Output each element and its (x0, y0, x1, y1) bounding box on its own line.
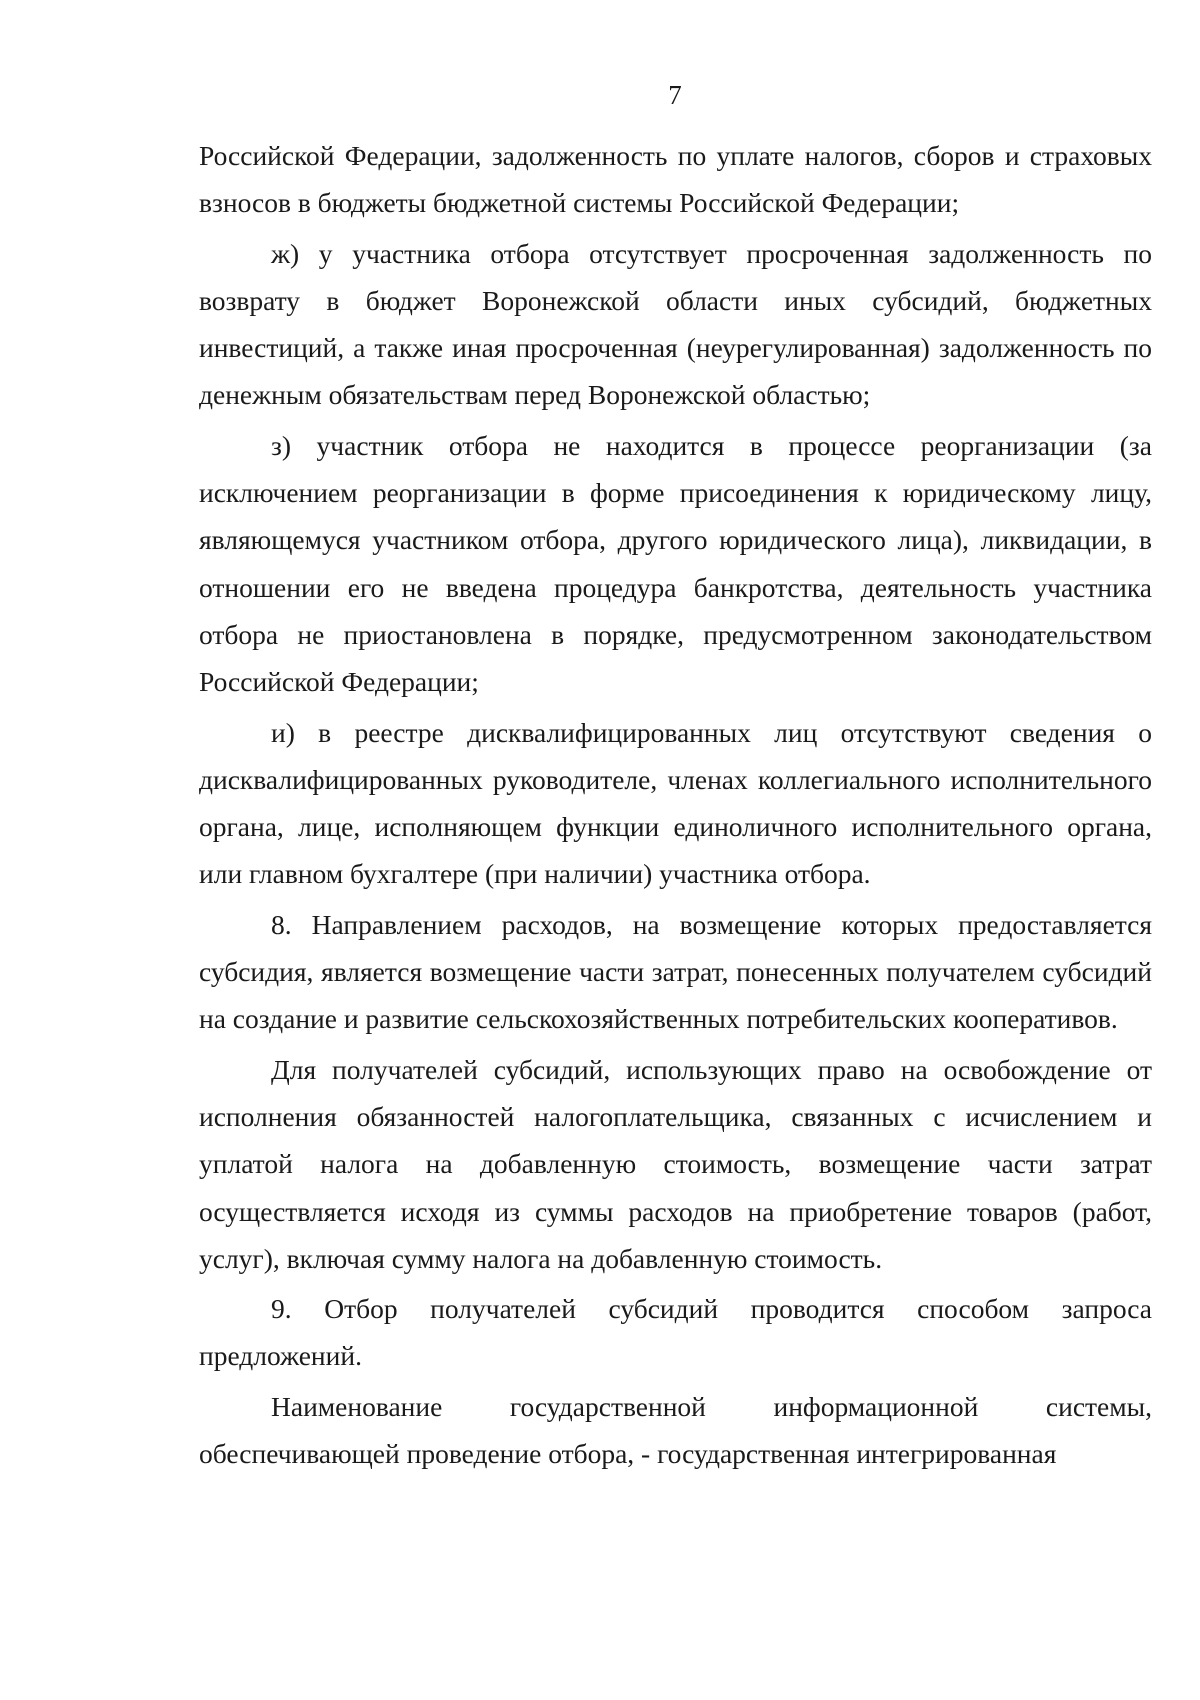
page-number: 7 (668, 80, 682, 110)
paragraph-item-z: з) участник отбора не находится в процессе реорганизации (за исключением реорганизации в форме присоединения к юридическому лицу, являющемуся участником отбора, другого юридического лица), ликвидации, в отношении его не введена процедура банкротства, деятельность участника отбора не приостановлена в порядке, предусмотренном законодательством Российской Федерации; (199, 429, 1152, 698)
paragraph-continuation: Российской Федерации, задолженность по уплате налогов, сборов и страховых взносов в бюджеты бюджетной системы Российской Федерации; (199, 140, 1152, 219)
paragraph-item-zh: ж) у участника отбора отсутствует просроченная задолженность по возврату в бюджет Воронежской области иных субсидий, бюджетных инвестиций, а также иная просроченная (неурегулированная) задолженность по денежным обязательствам перед Воронежской областью; (199, 237, 1152, 411)
paragraph-info-system: Наименование государственной информационной системы, обеспечивающей проведение отбора, - государственная интегрированная (199, 1390, 1152, 1470)
paragraph-item-i: и) в реестре дисквалифицированных лиц отсутствуют сведения о дисквалифицированных руководителе, членах коллегиального исполнительного органа, лице, исполняющем функции единоличного исполнительного органа, или главном бухгалтере (при наличии) участника отбора. (199, 716, 1152, 890)
paragraph-vat-note: Для получателей субсидий, использующих право на освобождение от исполнения обязанностей налогоплательщика, связанных с исчислением и уплатой налога на добавленную стоимость, возмещение части затрат осуществляется исходя из суммы расходов на приобретение товаров (работ, услуг), включая сумму налога на добавленную стоимость. (199, 1053, 1152, 1274)
document-body (199, 132, 1152, 1477)
paragraph-section-8: 8. Направлением расходов, на возмещение которых предоставляется субсидия, является возмещение части затрат, понесенных получателем субсидий на создание и развитие сельскохозяйственных потребительских кооперативов. (199, 908, 1152, 1035)
paragraph-section-9: 9. Отбор получателей субсидий проводится способом запроса предложений. (199, 1293, 1152, 1372)
